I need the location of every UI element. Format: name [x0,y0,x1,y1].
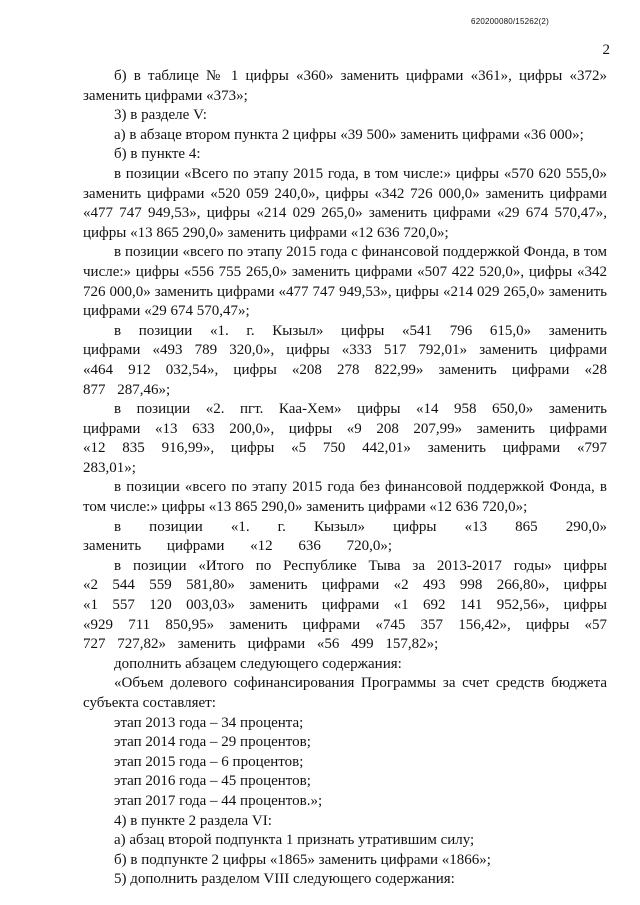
paragraph: в позиции «1. г. Кызыл» цифры «541 796 615,0» заменить цифрами «493 789 320,0», цифры «333 517 792,01» заменить цифрами «464 912 032,54», цифры «208 278 822,99» заменить цифрами «28 877 287,46»; [83,322,607,398]
paragraph: в позиции «Всего по этапу 2015 года, в том числе:» цифры «570 620 555,0» заменить цифрами «520 059 240,0», цифры «342 726 000,0» заменить цифрами «477 747 949,53», цифры «214 029 265,0» заменить цифрами «29 674 570,47», цифры «13 865 290,0» заменить цифрами «12 636 720,0»; [83,165,607,241]
paragraph: б) в пункте 4: [114,146,201,163]
paragraph: 5) дополнить разделом VIII следующего содержания: [114,871,455,888]
list-item: этап 2017 года – 44 процентов.»; [114,792,323,809]
paragraph: в позиции «всего по этапу 2015 года без финансовой поддержкой Фонда, в том числе:» цифры «13 865 290,0» заменить цифрами «12 636 720,0»; [83,479,607,516]
document-code: 620200080/15262(2) [471,17,549,26]
paragraph: 3) в разделе V: [114,107,207,124]
list-item: этап 2015 года – 6 процентов; [114,753,304,770]
paragraph: 4) в пункте 2 раздела VI: [114,812,272,829]
paragraph: в позиции «2. пгт. Каа-Хем» цифры «14 958 650,0» заменить цифрами «13 633 200,0», цифры «9 208 207,99» заменить цифрами «12 835 916,99», цифры «5 750 442,01» заменить цифрами «797 283,01»; [83,401,607,476]
paragraph: в позиции «Итого по Республике Тыва за 2013-2017 годы» цифры «2 544 559 581,80» заменить цифрами «2 493 998 266,80», цифры «1 557 120 003,03» заменить цифрами «1 692 141 952,56», цифры «929 711 850,95» заменить цифрами «745 357 156,42», цифры «57 727 727,82» заменить цифрами «56 499 157,82»; [83,557,607,653]
paragraph: а) абзац второй подпункта 1 признать утратившим силу; [114,832,475,849]
list-item: этап 2016 года – 45 процентов; [114,773,311,790]
list-item: этап 2014 года – 29 процентов; [114,734,311,751]
document-body [83,67,607,890]
paragraph: дополнить абзацем следующего содержания: [114,655,402,672]
paragraph: а) в абзаце втором пункта 2 цифры «39 500» заменить цифрами «36 000»; [114,126,584,143]
paragraph: в позиции «всего по этапу 2015 года с финансовой поддержкой Фонда, в том числе:» цифры «556 755 265,0» заменить цифрами «507 422 520,0», цифры «342 726 000,0» заменить цифрами «477 747 949,53», цифры «214 029 265,0» заменить цифрами «29 674 570,47»; [83,244,607,320]
paragraph: «Объем долевого софинансирования Программы за счет средств бюджета субъекта составляет: [83,675,607,711]
paragraph: б) в таблице № 1 цифры «360» заменить цифрами «361», цифры «372» заменить цифрами «373»; [83,68,607,104]
paragraph: в позиции «1. г. Кызыл» цифры «13 865 290,0» заменить цифрами «12 636 720,0»; [83,518,607,555]
page-number: 2 [602,42,610,58]
list-item: этап 2013 года – 34 процента; [114,714,304,731]
paragraph: б) в подпункте 2 цифры «1865» заменить цифрами «1866»; [114,851,491,868]
